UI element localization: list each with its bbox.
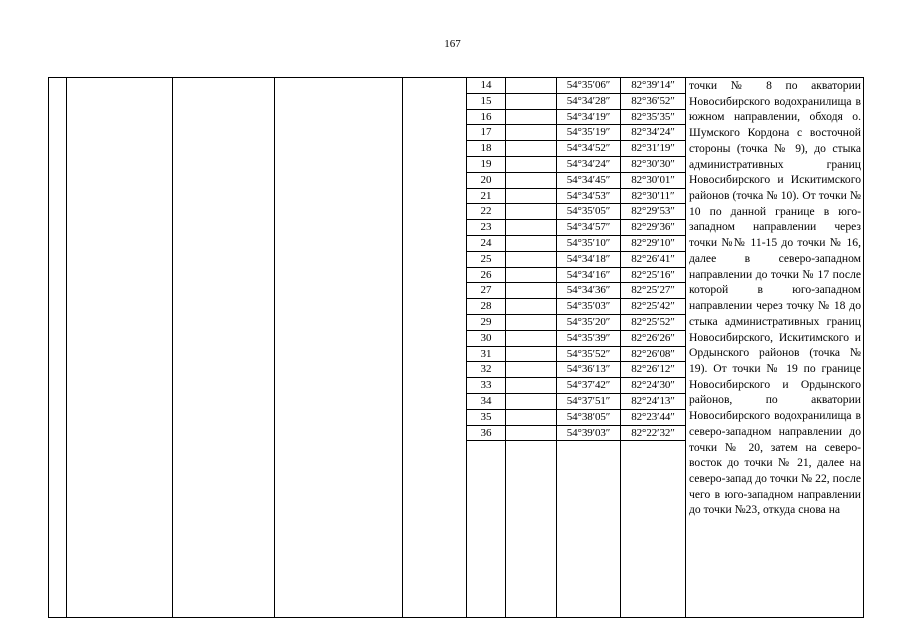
- latitude: 54°34′45″: [557, 172, 621, 188]
- point-number: 26: [467, 267, 506, 283]
- longitude: 82°39′14″: [621, 78, 686, 94]
- latitude: 54°35′05″: [557, 204, 621, 220]
- empty-cell: [506, 156, 557, 172]
- latitude: 54°35′52″: [557, 346, 621, 362]
- empty-column-3: [173, 78, 275, 618]
- point-number: 33: [467, 378, 506, 394]
- point-number: 24: [467, 235, 506, 251]
- latitude: 54°34′19″: [557, 109, 621, 125]
- table-row: [49, 78, 864, 94]
- longitude: 82°34′24″: [621, 125, 686, 141]
- longitude: 82°31′19″: [621, 141, 686, 157]
- empty-cell: [506, 251, 557, 267]
- latitude: 54°38′05″: [557, 409, 621, 425]
- empty-cell: [506, 109, 557, 125]
- longitude: 82°25′42″: [621, 299, 686, 315]
- empty-cell: [506, 267, 557, 283]
- latitude: 54°35′10″: [557, 235, 621, 251]
- longitude: 82°26′08″: [621, 346, 686, 362]
- point-number: 14: [467, 78, 506, 94]
- latitude: 54°34′18″: [557, 251, 621, 267]
- point-number: 18: [467, 141, 506, 157]
- latitude: 54°34′52″: [557, 141, 621, 157]
- empty-cell: [506, 78, 557, 94]
- longitude: 82°24′13″: [621, 393, 686, 409]
- longitude: 82°25′27″: [621, 283, 686, 299]
- point-number: 21: [467, 188, 506, 204]
- empty-cell: [506, 425, 557, 441]
- point-number: 25: [467, 251, 506, 267]
- longitude: 82°29′53″: [621, 204, 686, 220]
- longitude: 82°25′52″: [621, 314, 686, 330]
- page-number: 167: [444, 38, 461, 50]
- point-number: 30: [467, 330, 506, 346]
- longitude: 82°30′11″: [621, 188, 686, 204]
- point-number: 32: [467, 362, 506, 378]
- point-number: 34: [467, 393, 506, 409]
- boundary-description: точки № 8 по акватории Новосибирского водохранилища в южном направлении, обходя о. Шумского Кордона с восточной стороны (точка № 9), до стыка административных границ Новосибирского и Искитимского районов (точка № 10). От точки № 10 по данной границе в юго-западном направлении через точки №№ 11-15 до точки № 16, далее в северо-западном направлении до точки № 17 после которой в юго-западном направлении через точку № 18 до стыка административных границ Новосибирского, Искитимского и Ордынского районов (точка № 19). От точки № 19 по границе Новосибирского и Ордынского районов, по акватории Новосибирского водохранилища в северо-западном направлении до точки № 20, затем на северо-восток до точки № 21, далее на северо-запад до точки № 22, после чего в юго-западном направлении до точки №23, откуда снова на: [686, 78, 864, 618]
- empty-cell: [506, 283, 557, 299]
- point-number: 28: [467, 299, 506, 315]
- point-number: 17: [467, 125, 506, 141]
- empty-cell: [621, 441, 686, 618]
- point-number: 22: [467, 204, 506, 220]
- empty-cell: [506, 346, 557, 362]
- empty-cell: [506, 141, 557, 157]
- longitude: 82°30′01″: [621, 172, 686, 188]
- point-number: 31: [467, 346, 506, 362]
- point-number: 36: [467, 425, 506, 441]
- longitude: 82°26′26″: [621, 330, 686, 346]
- longitude: 82°29′10″: [621, 235, 686, 251]
- latitude: 54°36′13″: [557, 362, 621, 378]
- empty-cell: [506, 188, 557, 204]
- longitude: 82°30′30″: [621, 156, 686, 172]
- longitude: 82°24′30″: [621, 378, 686, 394]
- empty-cell: [506, 93, 557, 109]
- point-number: 35: [467, 409, 506, 425]
- empty-cell: [506, 125, 557, 141]
- latitude: 54°35′03″: [557, 299, 621, 315]
- point-number: 15: [467, 93, 506, 109]
- latitude: 54°35′19″: [557, 125, 621, 141]
- point-number: 23: [467, 220, 506, 236]
- empty-column-5: [403, 78, 467, 618]
- empty-cell: [506, 299, 557, 315]
- latitude: 54°37′42″: [557, 378, 621, 394]
- empty-cell: [506, 378, 557, 394]
- longitude: 82°26′12″: [621, 362, 686, 378]
- latitude: 54°34′36″: [557, 283, 621, 299]
- latitude: 54°35′06″: [557, 78, 621, 94]
- latitude: 54°37′51″: [557, 393, 621, 409]
- latitude: 54°34′24″: [557, 156, 621, 172]
- empty-cell: [506, 393, 557, 409]
- empty-cell: [506, 220, 557, 236]
- empty-cell: [506, 204, 557, 220]
- empty-cell: [506, 330, 557, 346]
- point-number: 16: [467, 109, 506, 125]
- latitude: 54°35′20″: [557, 314, 621, 330]
- point-number: 29: [467, 314, 506, 330]
- empty-cell: [506, 235, 557, 251]
- longitude: 82°26′41″: [621, 251, 686, 267]
- empty-cell: [557, 441, 621, 618]
- empty-column-4: [275, 78, 403, 618]
- longitude: 82°25′16″: [621, 267, 686, 283]
- empty-cell: [506, 314, 557, 330]
- latitude: 54°34′53″: [557, 188, 621, 204]
- boundary-coordinates-table: [48, 77, 864, 618]
- latitude: 54°35′39″: [557, 330, 621, 346]
- empty-cell: [467, 441, 506, 618]
- longitude: 82°23′44″: [621, 409, 686, 425]
- latitude: 54°34′16″: [557, 267, 621, 283]
- empty-cell: [506, 362, 557, 378]
- empty-column-2: [67, 78, 173, 618]
- empty-cell: [506, 172, 557, 188]
- longitude: 82°22′32″: [621, 425, 686, 441]
- latitude: 54°34′28″: [557, 93, 621, 109]
- empty-cell: [506, 441, 557, 618]
- empty-cell: [506, 409, 557, 425]
- latitude: 54°34′57″: [557, 220, 621, 236]
- point-number: 20: [467, 172, 506, 188]
- point-number: 19: [467, 156, 506, 172]
- empty-column-1: [49, 78, 67, 618]
- point-number: 27: [467, 283, 506, 299]
- latitude: 54°39′03″: [557, 425, 621, 441]
- longitude: 82°35′35″: [621, 109, 686, 125]
- longitude: 82°29′36″: [621, 220, 686, 236]
- longitude: 82°36′52″: [621, 93, 686, 109]
